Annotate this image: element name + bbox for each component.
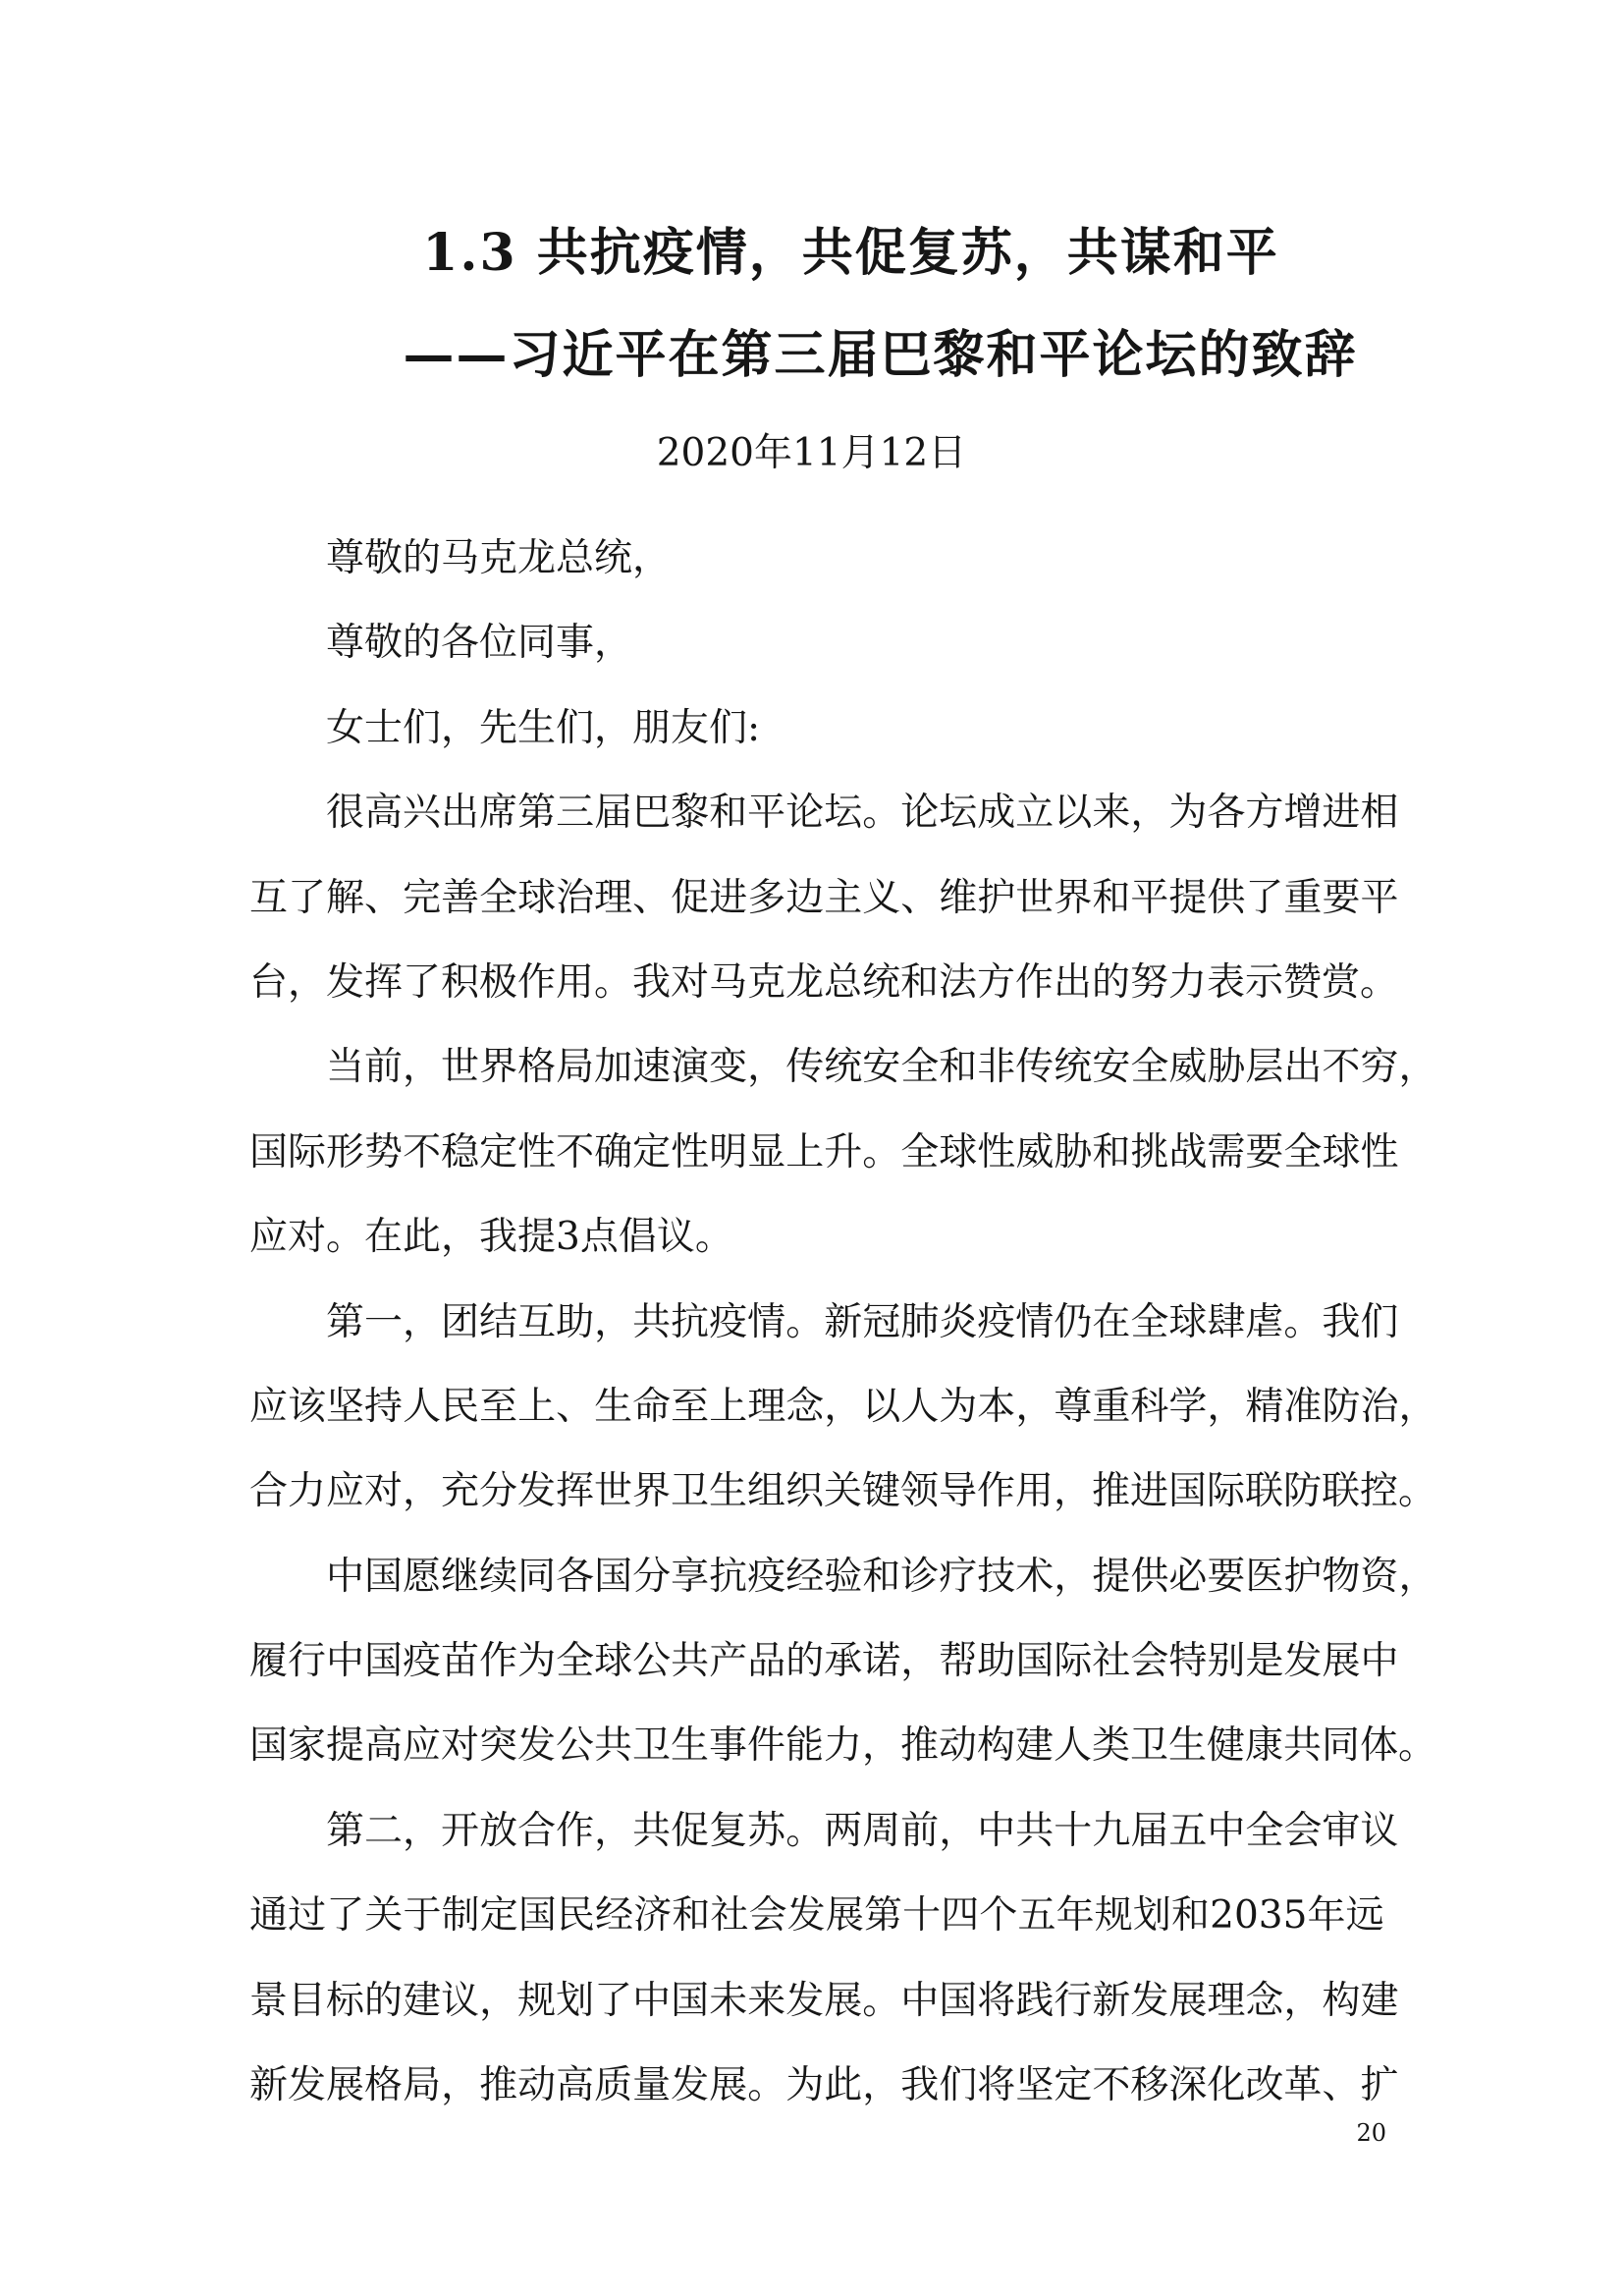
- document-title: 1.3 共抗疫情，共促复苏，共谋和平: [422, 223, 1279, 283]
- page-number: 20: [1356, 2119, 1386, 2147]
- paragraph-3-line-1: 第 一 ， 团 结 互 助 ， 共 抗 疫 情 。 新 冠 肺 炎 疫 情 仍 在 全 球 肆 虐 。 我 们: [326, 1299, 1399, 1344]
- salutation-line: 尊敬的各位同事，: [326, 621, 633, 666]
- paragraph-3-line-3: 合力应对，充分发挥世界卫生组织关键领导作用，推进国际联防联控。: [249, 1469, 1437, 1514]
- paragraph-5-line-1: 第 二 ， 开 放 合 作 ， 共 促 复 苏 。 两 周 前 ， 中 共 十 九 届 五 中 全 会 审 议: [326, 1808, 1399, 1853]
- paragraph-5-line-4: 新 发 展 格 局 ， 推 动 高 质 量 发 展 。 为 此 ， 我 们 将 坚 定 不 移 深 化 改 革 、 扩: [249, 2063, 1399, 2108]
- speech-date: 2020年11月12日: [656, 431, 967, 475]
- paragraph-4-line-2: 履 行 中 国 疫 苗 作 为 全 球 公 共 产 品 的 承 诺 ， 帮 助 国 际 社 会 特 别 是 发 展 中: [249, 1639, 1399, 1684]
- paragraph-1-line-3: 台，发挥了积极作用。我对马克龙总统和法方作出的努力表示赞赏。: [249, 959, 1399, 1005]
- paragraph-1-line-2: 互 了 解 、 完 善 全 球 治 理 、 促 进 多 边 主 义 、 维 护 世 界 和 平 提 供 了 重 要 平: [249, 875, 1399, 920]
- salutation-line: 女士们，先生们，朋友们:: [326, 705, 761, 750]
- paragraph-4-line-3: 国家提高应对突发公共卫生事件能力，推动构建人类卫生健康共同体。: [249, 1723, 1437, 1769]
- paragraph-2-line-3: 应对。在此，我提3点倡议。: [249, 1215, 733, 1260]
- paragraph-3-line-2: 应 该 坚 持 人 民 至 上 、 生 命 至 上 理 念 ， 以 人 为 本 ， 尊 重 科 学 ， 精 准 防 治 ，: [249, 1384, 1437, 1429]
- paragraph-4-line-1: 中 国 愿 继 续 同 各 国 分 享 抗 疫 经 验 和 诊 疗 技 术 ， 提 供 必 要 医 护 物 资 ，: [326, 1554, 1437, 1599]
- speech-body: [249, 517, 1437, 2128]
- paragraph-1-line-1: 很 高 兴 出 席 第 三 届 巴 黎 和 平 论 坛 。 论 坛 成 立 以 来 ， 为 各 方 增 进 相: [326, 791, 1399, 836]
- salutation-line: 尊敬的马克龙总统，: [326, 536, 672, 580]
- document-subtitle: ——习近平在第三届巴黎和平论坛的致辞: [403, 325, 1358, 385]
- paragraph-2-line-2: 国 际 形 势 不 稳 定 性 不 确 定 性 明 显 上 升 。 全 球 性 威 胁 和 挑 战 需 要 全 球 性: [249, 1129, 1399, 1175]
- paragraph-5-line-2: 通 过 了 关 于 制 定 国 民 经 济 和 社 会 发 展 第 十 四 个 五 年 规 划 和 2035 年 远: [249, 1893, 1384, 1939]
- paragraph-2-line-1: 当 前 ， 世 界 格 局 加 速 演 变 ， 传 统 安 全 和 非 传 统 安 全 威 胁 层 出 不 穷 ，: [326, 1045, 1437, 1090]
- paragraph-5-line-3: 景 目 标 的 建 议 ， 规 划 了 中 国 未 来 发 展 。 中 国 将 践 行 新 发 展 理 念 ， 构 建: [249, 1978, 1399, 2023]
